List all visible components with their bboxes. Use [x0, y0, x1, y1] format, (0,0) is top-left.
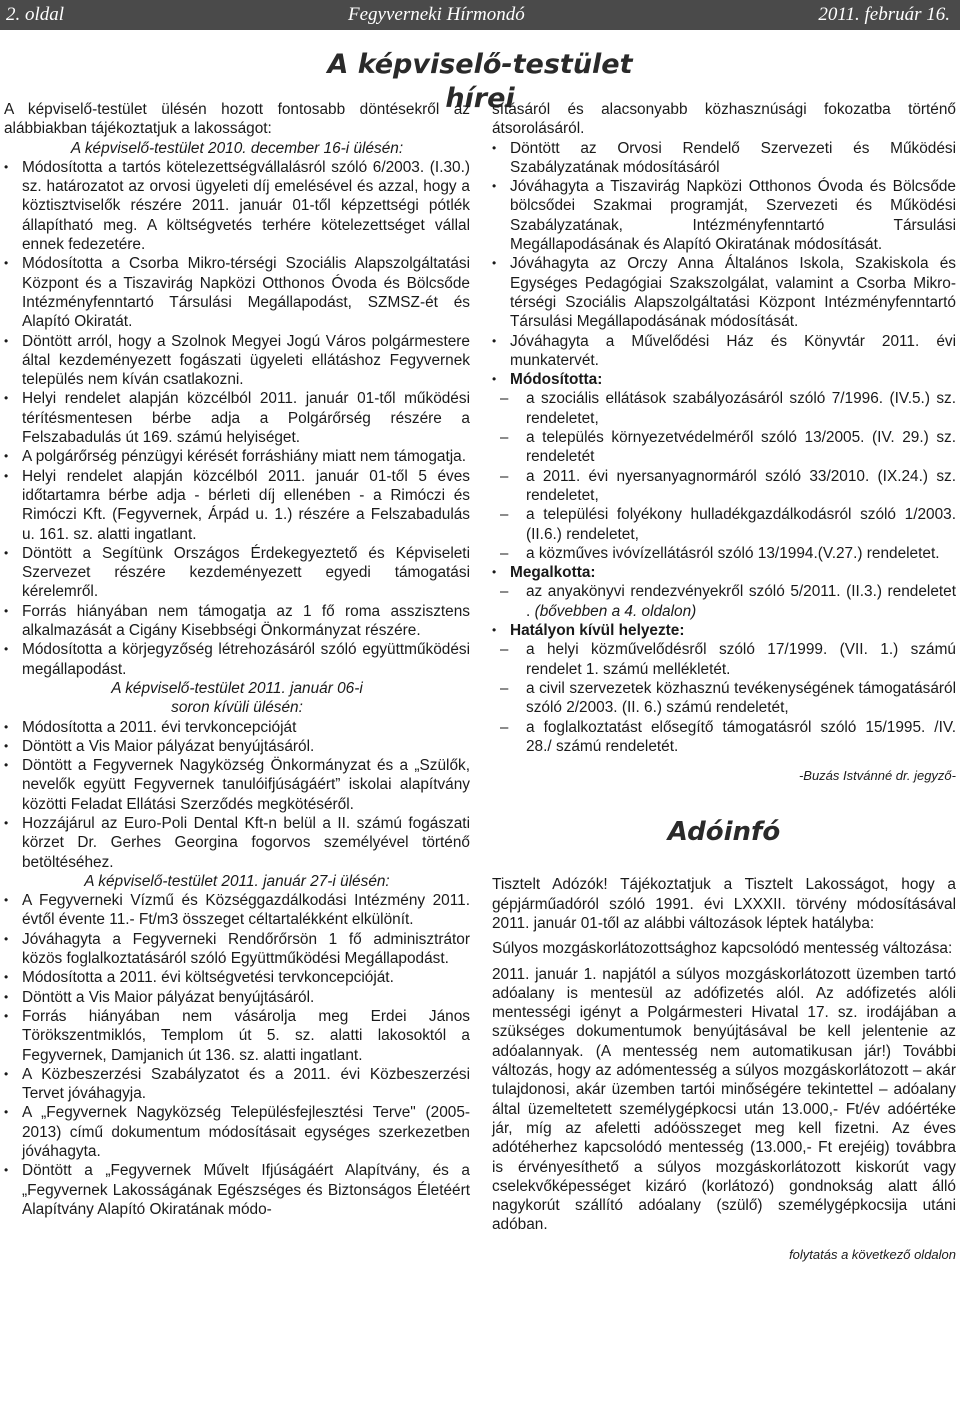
- session-heading-jan27: A képviselő-testület 2011. január 27-i ülésén:: [84, 872, 390, 890]
- session-heading-jan06: [4, 679, 470, 718]
- list-item: • Helyi rendelet alapján közcélból 2011. január 01-től működési térítésmentesen bérbe adja a Polgárőrség részére a Felszabadulás út 169. számú helyiséget.: [4, 389, 470, 447]
- page-reference: (bővebben a 4. oldalon): [534, 602, 697, 620]
- list-item: • A Közbeszerzési Szabályzatot és a 2011. évi Közbeszerzési Tervet jóváhagyja.: [4, 1065, 470, 1104]
- list-item: • Döntött a Segítünk Országos Érdekegyeztető és Képviseleti Szervezet részére kezdeményezett egyedi támogatási kérelemről.: [4, 544, 470, 602]
- list-item: • Döntött a Vis Maior pályázat benyújtásáról.: [4, 988, 470, 1007]
- list-item: – a települési folyékony hulladékgazdálkodásról szóló 1/2003.(II.6.) rendeletet,: [492, 505, 956, 544]
- decision-list-jan27: [4, 891, 470, 1219]
- list-item: • Módosította a körjegyzőség létrehozásáról szóló együttműködési megállapodást.: [4, 640, 470, 679]
- page-header: [0, 0, 960, 30]
- list-item: • Forrás hiányában nem vásárolja meg Erdei János Törökszentmiklós, Templom út 5. sz. alatti lakosoktól a Fegyvernek, Damjanich út 136. sz. alatti ingatlant.: [4, 1007, 470, 1065]
- list-item: • A polgárőrség pénzügyi kérését forráshiány miatt nem támogatja.: [4, 447, 470, 466]
- tax-info-paragraph: Súlyos mozgáskorlátozottsághoz kapcsolódó mentesség változása:: [492, 940, 953, 958]
- repealed-regulations-list: [492, 640, 956, 756]
- list-item: • Jóváhagyta a Művelődési Ház és Könyvtár 2011. évi munkatervét.: [492, 332, 956, 371]
- created-heading-list: [492, 563, 956, 582]
- list-item: • Döntött az Orvosi Rendelő Szervezeti és Működési Szabályzatának módosításáról: [492, 139, 956, 178]
- list-item: • Hozzájárul az Euro-Poli Dental Kft-n belül a II. számú fogászati körzet Dr. Gerhes Georgina fogorvos személyével történő betöltéséhez.: [4, 814, 470, 872]
- list-item: • Döntött arról, hogy a Szolnok Megyei Jogú Város polgármestere által kezdeményezett fogászati ügyeleti ellátáshoz Fegyvernek település nem kíván csatlakozni.: [4, 332, 470, 390]
- modified-heading: Módosította:: [510, 371, 603, 389]
- decision-list-jan06: [4, 718, 470, 872]
- signature: -Buzás Istvánné dr. jegyző-: [798, 768, 956, 784]
- session-heading-line: soron kívüli ülésén:: [171, 699, 303, 717]
- list-item: – a közműves ivóvízellátásról szóló 13/1994.(V.27.) rendeletet.: [492, 544, 956, 563]
- tax-info-title: Adóinfó: [667, 817, 781, 848]
- list-item: • Módosította a 2011. évi tervkoncepcióját: [4, 718, 470, 737]
- list-item: – a 2011. évi nyersanyagnormáról szóló 33/2010. (IX.24.) sz. rendeletet,: [492, 467, 956, 506]
- intro-paragraph: A képviselő-testület ülésén hozott fontosabb döntésekről az alábbiakban tájékoztatjuk a lakosságot:: [4, 101, 470, 138]
- tax-info-paragraph: 2011. január 1. napjától a súlyos mozgáskorlátozott üzemben tartó adóalany is mentesül az adófizetés alól. Az adófizetés alóli mentességi igényt a Polgármesteri Hivatal 17. sz. irodájában a szükséges dokumentumok benyújtásával be kell jelentenie az adóalannyak. (A mentesség nem automatikusan jár!) További változás, hogy az adómentesség a súlyos mozgáskorlátozott – akár tulajdonosi, akár üzemben tartói minőségére tekintettel – adóalany által üzemeltetett személygépkocsi után 13.000,- Ft/év adóértéke jár, míg az afeletti adóösszeget meg kell fizetni. Az éves adótéherhez kapcsolódó mentesség (13.000,- Ft erejéig) továbbra is érvényesíthető a súlyos mozgáskorlátozott kiskorút vagy cselekvőképességet kizáró (korlátozó) gondnokság alatt álló nagykorút szállító adóalany (szülő) személygépkocsija utáni adóban.: [492, 965, 956, 1234]
- list-item: • A Fegyverneki Vízmű és Községgazdálkodási Intézmény 2011. évtől évente 11.- Ft/m3 összeget céltartalékként elkülönít.: [4, 891, 470, 930]
- decision-list-continued: [492, 139, 956, 390]
- list-item: [492, 582, 956, 621]
- list-item: [492, 370, 956, 389]
- created-regulation: az anyakönyvi rendezvényekről szóló 5/2011. (II.3.) rendeletet .: [526, 583, 956, 620]
- newspaper-name: Fegyverneki Hírmondó: [348, 4, 525, 25]
- list-item: • Módosította a 2011. évi költségvetési tervkoncepcióját.: [4, 968, 470, 987]
- list-item: – a szociális ellátások szabályozásáról szóló 7/1996. (IV.5.) sz. rendeletet,: [492, 389, 956, 428]
- list-item: • Jóváhagyta a Fegyverneki Rendőrőrsön 1 fő adminisztrátor közös foglalkoztatásáról szóló Együttműködési Megállapodást.: [4, 930, 470, 969]
- continued-note: folytatás a következő oldalon: [789, 1246, 956, 1262]
- created-heading: Megalkotta:: [510, 564, 596, 582]
- page-number: 2. oldal: [6, 4, 65, 25]
- tax-info-paragraph: Tisztelt Adózók! Tájékoztatjuk a Tisztelt Lakosságot, hogy a gépjárműadóról szóló 1991. évi LXXXII. törvény módosításával 2011. január 01-től az alábbi változások léptek hatályba:: [492, 876, 956, 932]
- list-item: – a civil szervezetek közhasznú tevékenységének támogatásáról szóló 2/2003. (II. 6.) számú rendeletét,: [492, 679, 956, 718]
- list-item: – a helyi közművelődésről szóló 17/1999. (VII. 1.) számú rendelet 1. számú mellékletét.: [492, 640, 956, 679]
- list-item: • Jóváhagyta a Tiszavirág Napközi Otthonos Óvoda és Bölcsőde bölcsődei Szakmai programját, Szervezeti és Működési Szabályzatának, Intézményfenntartó Társulási Megállapodásának és Alapító Okiratának módosítását.: [492, 177, 956, 254]
- list-item: • A „Fegyvernek Nagyközség Településfejlesztési Terve" (2005-2013) című dokumentum módosításait egységes szerkezetben jóváhagyta.: [4, 1103, 470, 1161]
- list-item: • Jóváhagyta az Orczy Anna Általános Iskola, Szakiskola és Egységes Pedagógiai Szakszolgálat, valamint a Csorba Mikro-térségi Szociális Alapszolgáltatási Központ Intézményfenntartó Társulási Megállapodásának módosítását.: [492, 254, 956, 331]
- continued-text: sításáról és alacsonyabb közhasznúsági fokozatba történő átsorolásáról.: [492, 101, 956, 138]
- issue-date: 2011. február 16.: [818, 4, 950, 25]
- session-heading-line: A képviselő-testület 2011. január 06-i: [111, 679, 363, 697]
- list-item: – a település környezetvédelméről szóló 13/2005. (IV. 29.) sz. rendeletét: [492, 428, 956, 467]
- list-item: • Helyi rendelet alapján közcélból 2011. január 01-től 5 éves időtartamra bérbe adja - bérleti díj ellenében - a Rimóczi és Rimóczi Kft. (Fegyvernek, Árpád u. 1.) részére a Felszabadulás u. 161. sz. alatti ingatlant.: [4, 467, 470, 544]
- list-item: – a foglalkoztatást elősegítő támogatásról szóló 15/1995. /IV. 28./ számú rendeletét.: [492, 718, 956, 757]
- list-item: • Döntött a Vis Maior pályázat benyújtásáról.: [4, 737, 470, 756]
- created-regulations-list: [492, 582, 956, 621]
- section-title: A képviselő-testület hírei: [327, 49, 633, 114]
- modified-regulations-list: [492, 389, 956, 563]
- list-item: [492, 563, 956, 582]
- list-item: • Módosította a Csorba Mikro-térségi Szociális Alapszolgáltatási Központ és a Tiszavirág Napközi Otthonos Óvoda és Bölcsőde Intézményfenntartó Társulási Megállapodást, SZMSZ-ét és Alapító Okiratát.: [4, 254, 470, 331]
- decision-list-dec16: [4, 158, 470, 679]
- right-column: [492, 100, 956, 1264]
- repealed-heading-list: [492, 621, 956, 640]
- list-item: • Döntött a „Fegyvernek Művelt Ifjúságáért Alapítvány, és a „Fegyvernek Lakosságának Egészséges és Biztonságos Életéért Alapítvány Alapító Okiratának módo-: [4, 1161, 470, 1219]
- left-column: [4, 100, 470, 1219]
- list-item: [492, 621, 956, 640]
- repealed-heading: Hatályon kívül helyezte:: [510, 622, 685, 640]
- session-heading-dec16: A képviselő-testület 2010. december 16-i ülésén:: [70, 139, 404, 157]
- list-item: • Módosította a tartós kötelezettségvállalásról szóló 6/2003. (I.30.) sz. határozatot az orvosi ügyeleti díj emelésével és azzal, hogy a köztisztviselők részére 2011. január 01-től képzettségi pótlék állapítható meg. A költségvetés terhére kötelezettséget vállal ennek fedezetére.: [4, 158, 470, 254]
- list-item: • Döntött a Fegyvernek Nagyközség Önkormányzat és a „Szülők, nevelők együtt Fegyvernek tanulóifjúságáért” iskolai alapítvány közötti Feladat Ellátási Szerződés megkötéséről.: [4, 756, 470, 814]
- list-item: • Forrás hiányában nem támogatja az 1 fő roma asszisztens alkalmazását a Cigány Kisebbségi Önkormányzat részére.: [4, 602, 470, 641]
